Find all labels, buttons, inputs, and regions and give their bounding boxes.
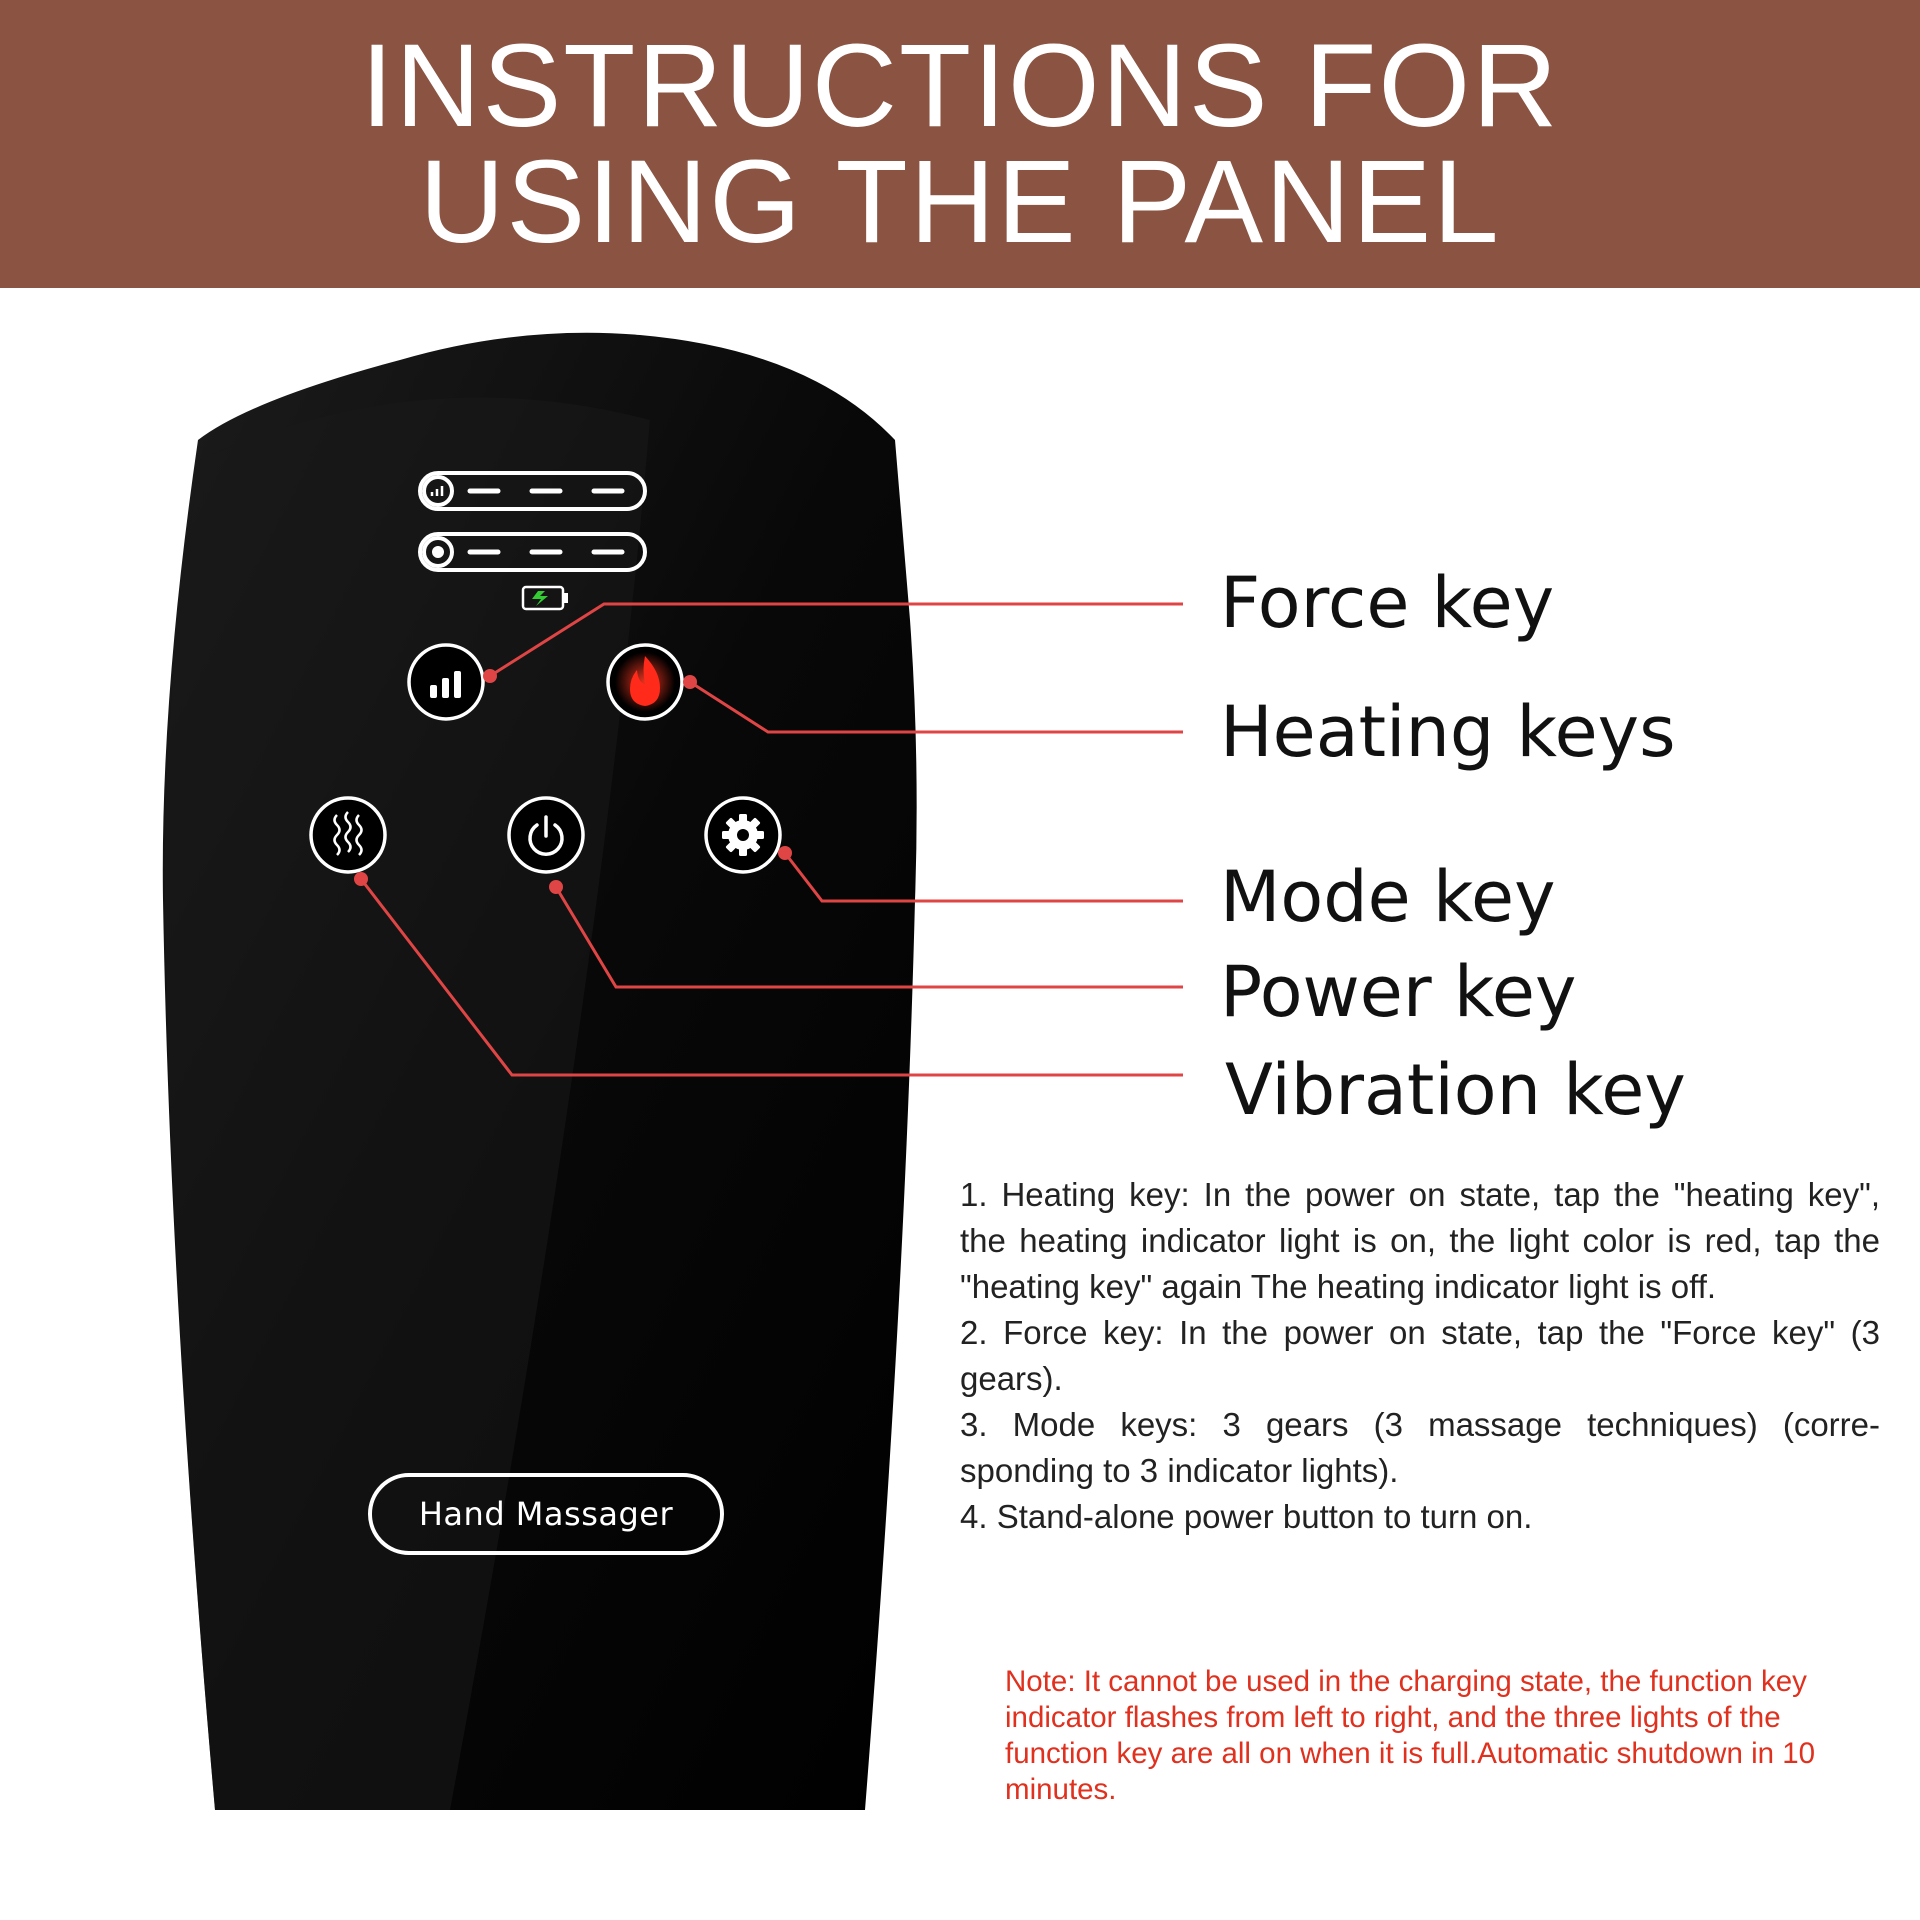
instructions-text	[960, 1172, 1880, 1540]
heating-keys-label: Heating keys	[1220, 691, 1676, 773]
instruction-item: 2. Force key: In the power on state, tap the "Force key" (3 gears).	[960, 1314, 1880, 1397]
vibration-key-button[interactable]	[311, 798, 385, 872]
vibration-key-label: Vibration key	[1225, 1049, 1686, 1131]
gear-icon	[722, 814, 764, 856]
instruction-item: 3. Mode keys: 3 gears (3 massage techniques) (corre-sponding to 3 indicator lights).	[960, 1406, 1880, 1489]
mode-key-button[interactable]	[706, 798, 780, 872]
instruction-item: 4. Stand-alone power button to turn on.	[960, 1498, 1533, 1535]
power-key-button[interactable]	[509, 798, 583, 872]
force-key-label: Force key	[1220, 562, 1555, 644]
instruction-item: 1. Heating key: In the power on state, tap the "heating key", the heating indicator light is on, the light color is red, tap the "heating key" again The heating indicator light is off.	[960, 1176, 1880, 1305]
charging-note: Note: It cannot be used in the charging state, the function key indicator flashes from left to right, and the three lights of the function key are all on when it is full.Automatic shutdown in 10 minutes.	[1005, 1665, 1816, 1806]
force-key-button[interactable]	[409, 645, 483, 719]
mode-key-label: Mode key	[1220, 856, 1556, 938]
title-line-1: INSTRUCTIONS FOR	[360, 20, 1560, 152]
power-key-label: Power key	[1220, 951, 1577, 1033]
hand-massager-label: Hand Massager	[368, 1473, 724, 1555]
heating-key-button[interactable]	[608, 645, 682, 719]
title-line-2: USING THE PANEL	[419, 136, 1501, 268]
